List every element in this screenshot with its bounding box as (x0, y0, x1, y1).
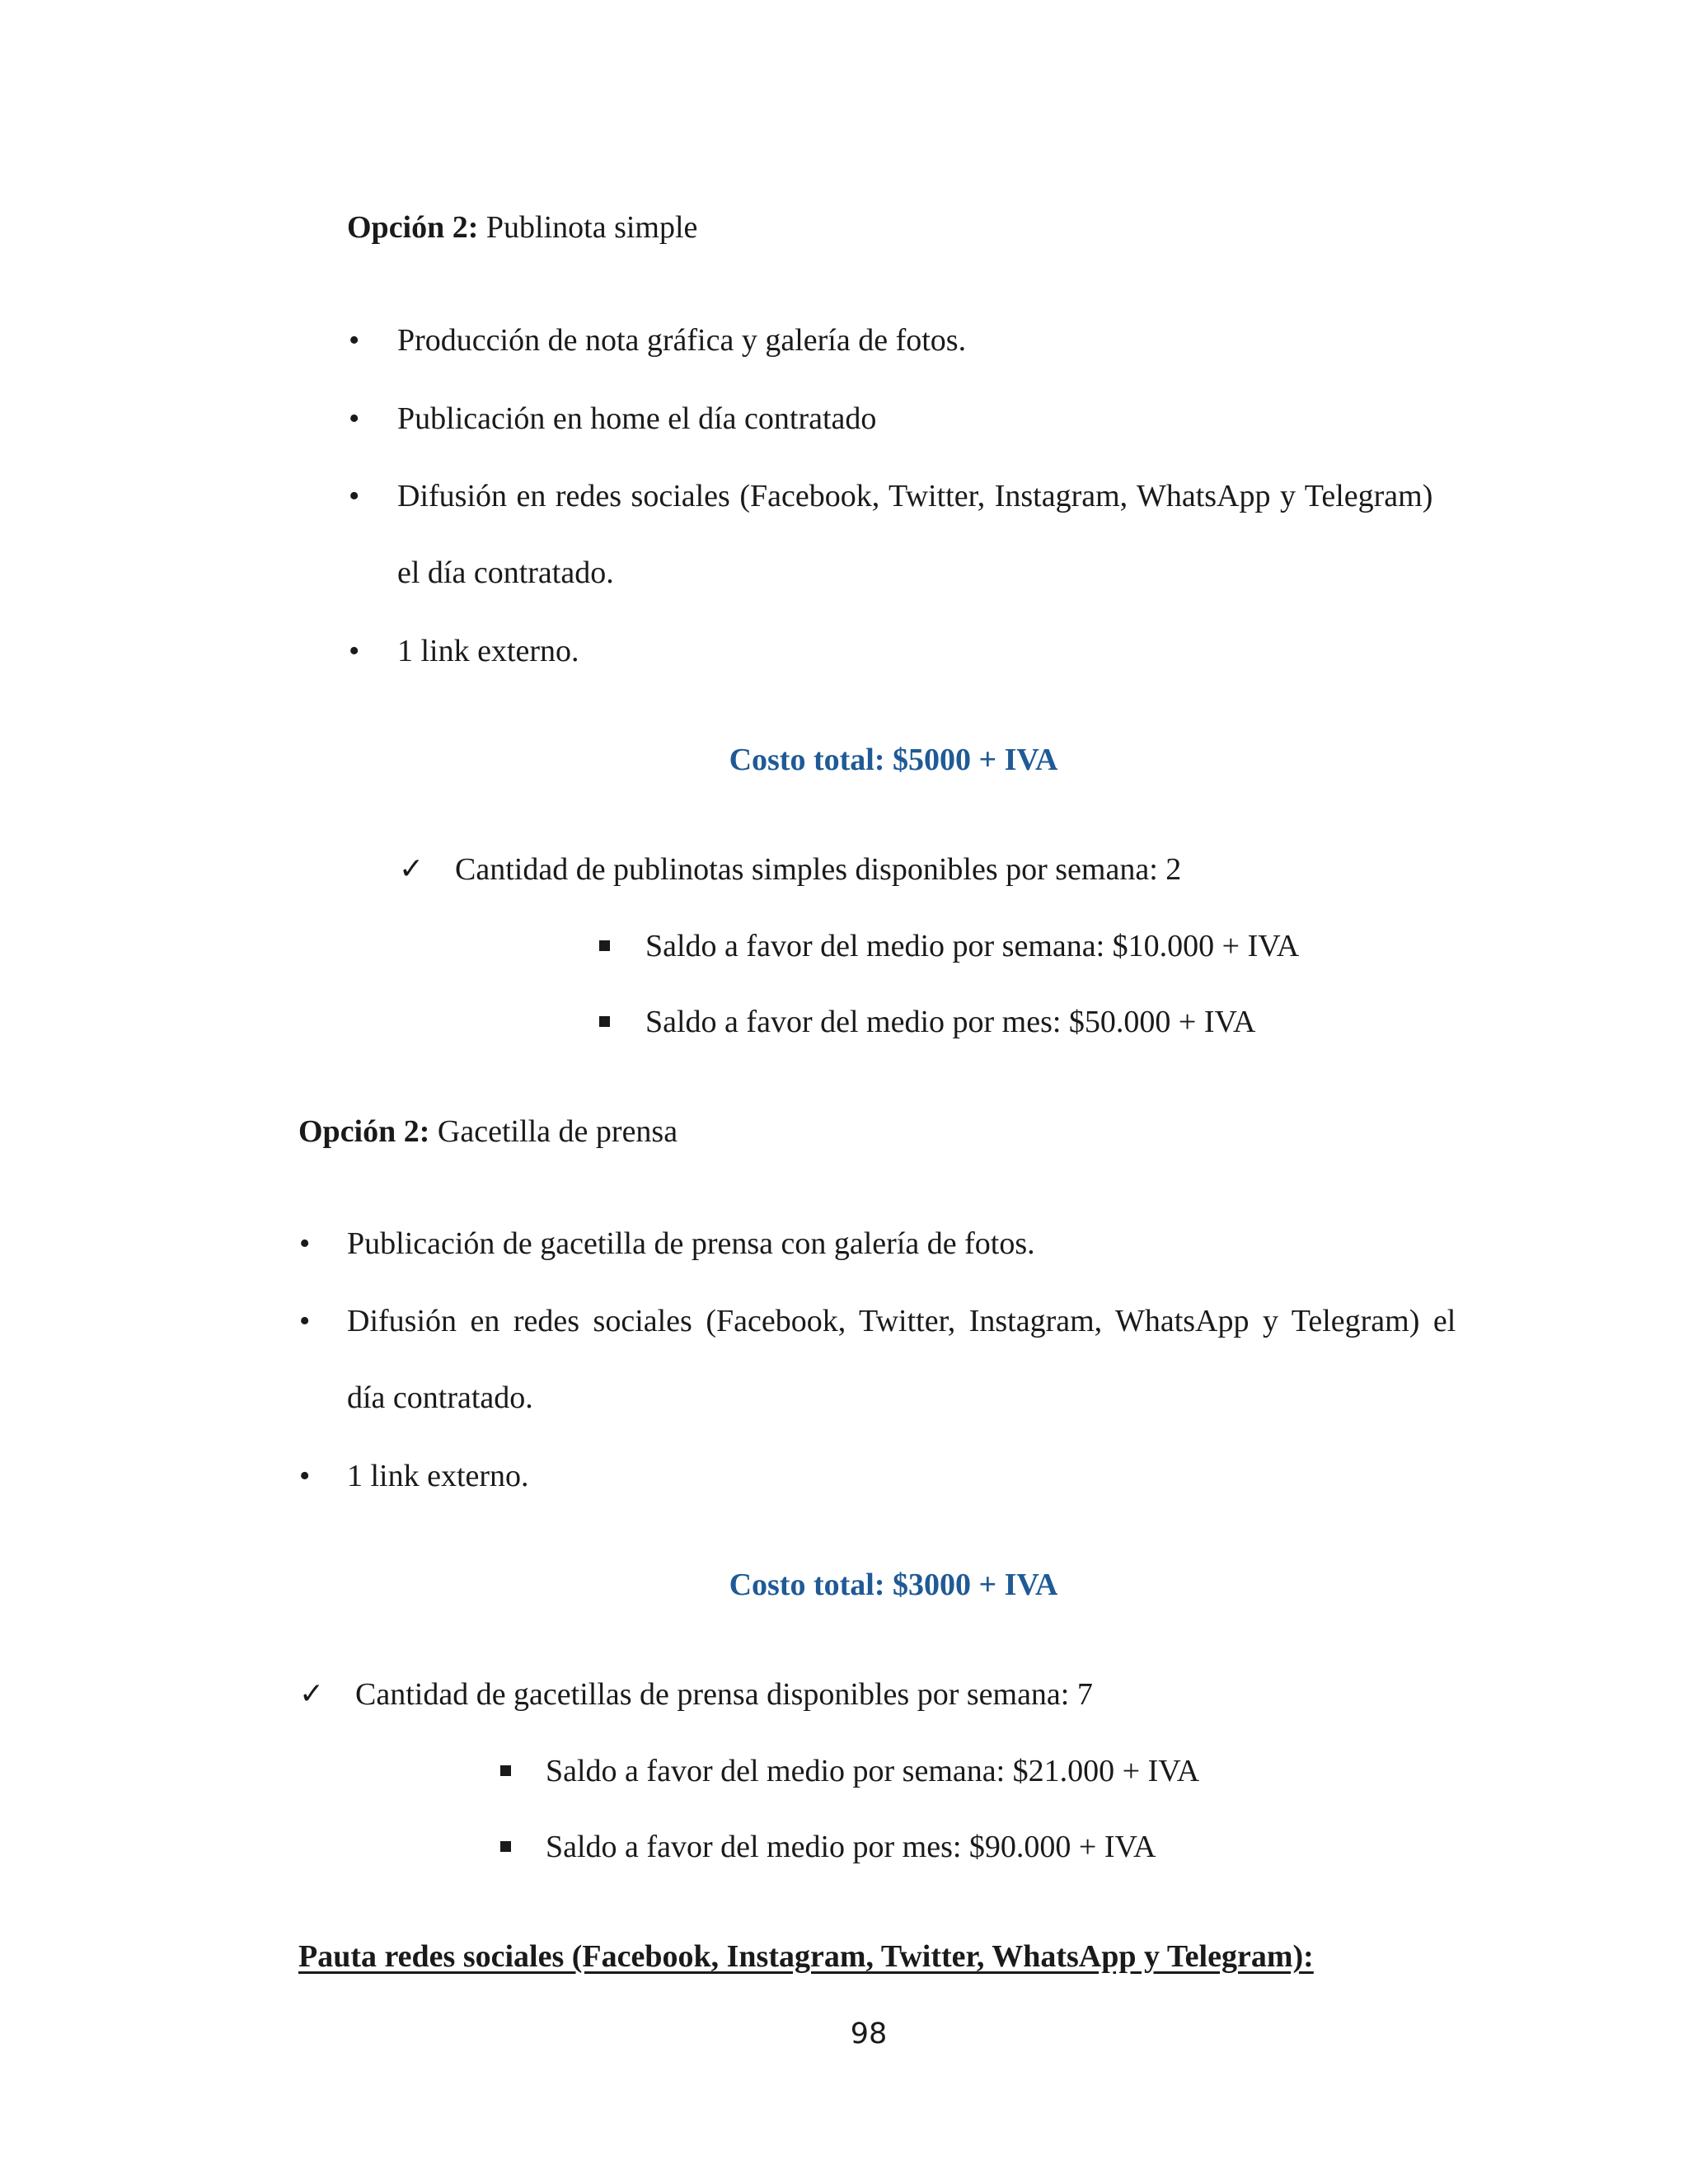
list-item: 1 link externo. (397, 634, 579, 668)
option-label: Opción 2: (298, 1114, 430, 1149)
list-item-continuation: el día contratado. (397, 555, 614, 590)
option-title: Publinota simple (478, 210, 698, 245)
sub-item: Saldo a favor del medio por mes: $50.000 + IVA (645, 1005, 1256, 1039)
checkmark-icon: ✓ (399, 852, 424, 886)
sub-item: Saldo a favor del medio por semana: $21.000 + IVA (546, 1754, 1200, 1788)
option-title: Gacetilla de prensa (429, 1114, 678, 1149)
check-item: Cantidad de publinotas simples disponibles por semana: 2 (455, 852, 1182, 887)
list-item: Publicación de gacetilla de prensa con galería de fotos. (347, 1226, 1035, 1261)
bullet-dot-icon: • (299, 1304, 311, 1338)
list-item: Difusión en redes sociales (Facebook, Twitter, Instagram, WhatsApp y Telegram) (397, 479, 1433, 513)
sub-item: Saldo a favor del medio por mes: $90.000 + IVA (546, 1830, 1156, 1864)
list-item: Producción de nota gráfica y galería de fotos. (397, 323, 967, 358)
section-heading: Pauta redes sociales (Facebook, Instagram, Twitter, WhatsApp y Telegram): (298, 1939, 1314, 1974)
option-heading-publinota (347, 208, 697, 247)
option-heading-gacetilla (298, 1112, 678, 1151)
square-bullet-icon (599, 1016, 610, 1027)
page-number: 98 (850, 2018, 888, 2050)
checkmark-icon: ✓ (299, 1677, 325, 1711)
total-cost: Costo total: $3000 + IVA (729, 1568, 1058, 1602)
option-label: Opción 2: (347, 210, 479, 245)
list-item: Publicación en home el día contratado (397, 401, 877, 436)
sub-item: Saldo a favor del medio por semana: $10.000 + IVA (645, 929, 1300, 963)
list-item: 1 link externo. (347, 1459, 529, 1493)
square-bullet-icon (599, 940, 610, 951)
total-cost: Costo total: $5000 + IVA (729, 743, 1058, 777)
list-item: Difusión en redes sociales (Facebook, Twitter, Instagram, WhatsApp y Telegram) el (347, 1304, 1456, 1338)
check-item: Cantidad de gacetillas de prensa disponibles por semana: 7 (355, 1677, 1093, 1712)
bullet-dot-icon: • (299, 1459, 311, 1493)
bullet-dot-icon: • (349, 401, 360, 436)
bullet-dot-icon: • (349, 479, 360, 513)
square-bullet-icon (500, 1841, 511, 1852)
bullet-dot-icon: • (299, 1226, 311, 1261)
bullet-dot-icon: • (349, 634, 360, 668)
bullet-dot-icon: • (349, 323, 360, 358)
list-item-continuation: día contratado. (347, 1380, 533, 1415)
square-bullet-icon (500, 1765, 511, 1776)
